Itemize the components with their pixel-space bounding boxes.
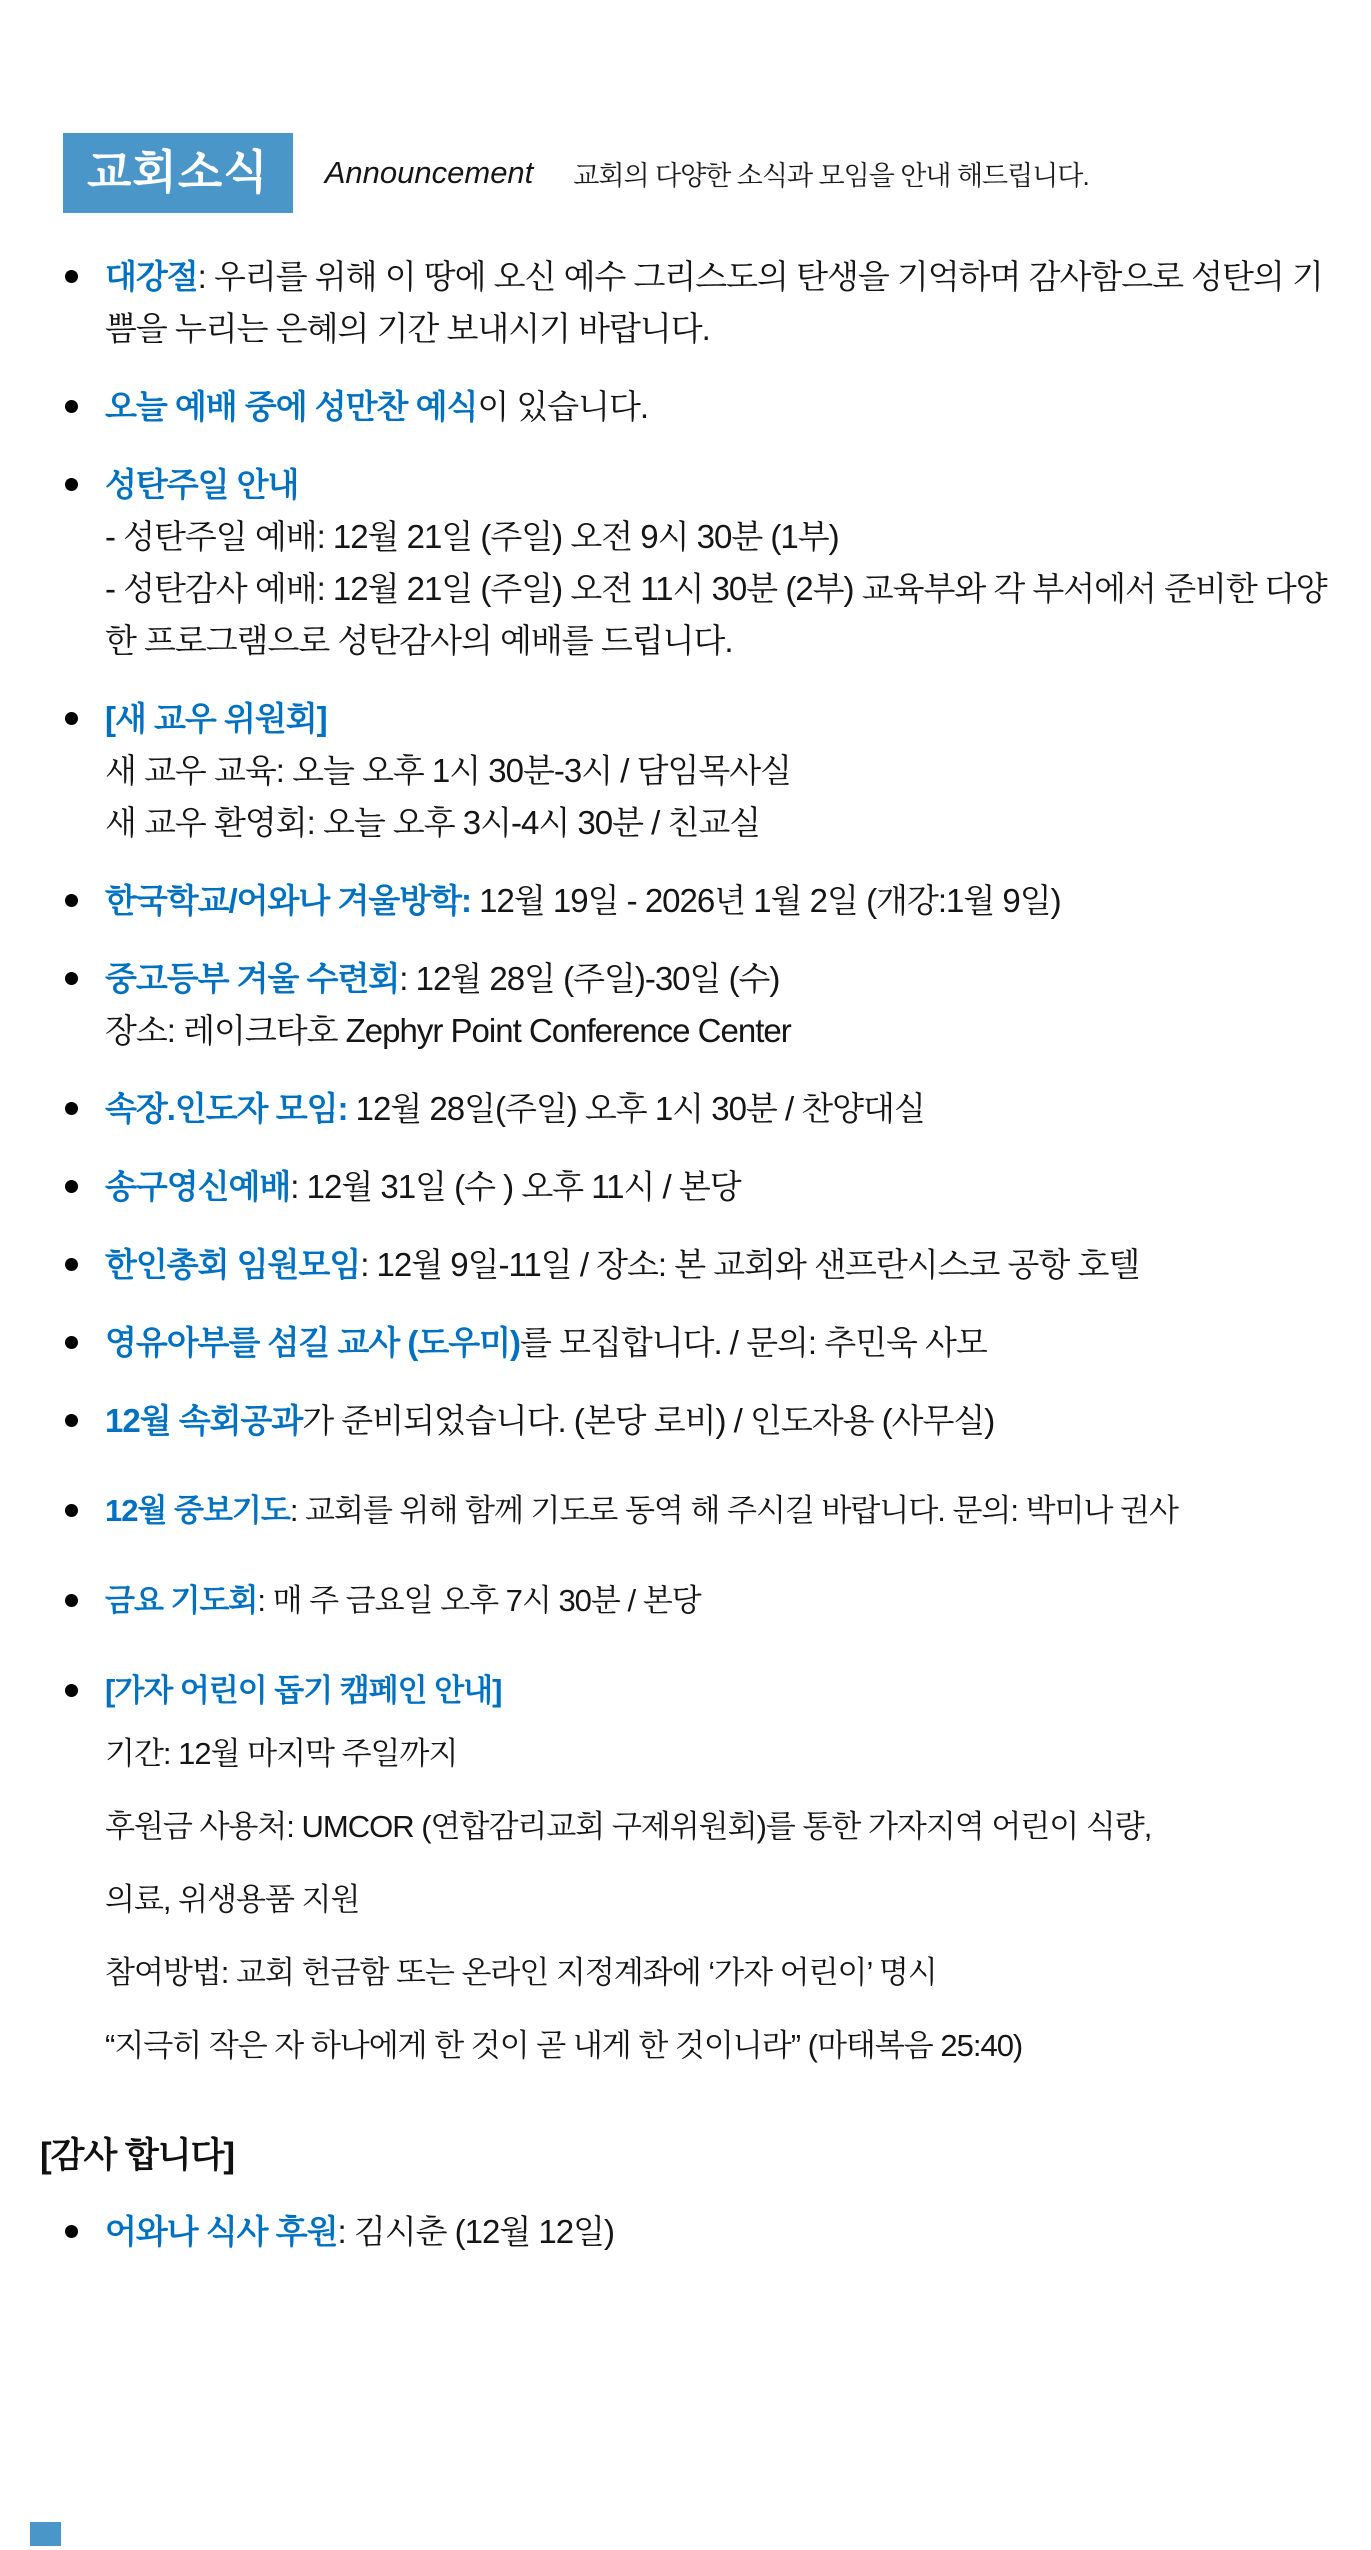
item-text: 이 있습니다.: [477, 388, 649, 425]
item-subline: 기간: 12월 마지막 주일까지: [105, 1736, 458, 1771]
item-subline: 장소: 레이크타호 Zephyr Point Conference Center: [105, 1012, 791, 1049]
announcement-item: [63, 251, 1346, 355]
bullet-icon: [65, 1102, 78, 1115]
announcement-item: [63, 1395, 1346, 1447]
item-text: 12월 28일(주일) 오후 1시 30분 / 찬양대실: [347, 1090, 925, 1127]
announcement-item: [63, 1485, 1346, 1537]
item-text: : 교회를 위해 함께 기도로 동역 해 주시길 바랍니다. 문의: 박미나 권사: [289, 1493, 1178, 1528]
bullet-icon: [65, 712, 78, 725]
bullet-icon: [65, 1180, 78, 1193]
announcement-item: [63, 875, 1346, 927]
announcement-list: [0, 213, 1371, 2082]
announcement-item: [63, 1083, 1346, 1135]
item-subline: “지극히 작은 자 하나에게 한 것이 곧 내게 한 것이니라” (마태복음 25:40): [105, 2028, 1023, 2063]
item-title: 속장.인도자 모임:: [105, 1090, 348, 1127]
item-text: : 12월 28일 (주일)-30일 (수): [399, 960, 780, 997]
item-title: 성탄주일 안내: [105, 466, 299, 503]
thanks-section-heading: [감사 합니다]: [40, 2136, 235, 2175]
announcement-item: [63, 381, 1346, 433]
item-title: 한인총회 임원모임: [105, 1246, 361, 1283]
item-text: : 12월 9일-11일 / 장소: 본 교회와 샌프란시스코 공항 호텔: [360, 1246, 1140, 1283]
section-subtitle-english: Announcement: [324, 155, 534, 190]
item-title: 12월 중보기도: [105, 1493, 290, 1528]
item-text: 를 모집합니다. / 문의: 추민욱 사모: [520, 1324, 987, 1361]
bullet-icon: [65, 270, 78, 283]
bullet-icon: [65, 2225, 78, 2238]
item-subline: 후원금 사용처: UMCOR (연합감리교회 구제위원회)를 통한 가자지역 어린이 식량,: [105, 1809, 1152, 1844]
bullet-icon: [65, 1684, 78, 1697]
announcement-item: [63, 2206, 1346, 2258]
announcement-item: [63, 459, 1346, 667]
announcement-item: [63, 693, 1346, 849]
item-title: 송구영신예배: [105, 1168, 291, 1205]
bullet-icon: [65, 478, 78, 491]
item-title: 한국학교/어와나 겨울방학:: [105, 882, 471, 919]
item-subline: 의료, 위생용품 지원: [105, 1882, 360, 1917]
bullet-icon: [65, 400, 78, 413]
announcement-item: [63, 1575, 1346, 1627]
item-title: 중고등부 겨울 수련회: [105, 960, 400, 997]
announcement-item: [63, 1665, 1346, 2082]
section-subtitle-korean: 교회의 다양한 소식과 모임을 안내 해드립니다.: [573, 160, 1089, 191]
bullet-icon: [65, 1594, 78, 1607]
announcement-item: [63, 1161, 1346, 1213]
item-title: [새 교우 위원회]: [105, 700, 327, 737]
page-header: [0, 0, 1371, 213]
bullet-icon: [65, 894, 78, 907]
item-text: : 김시춘 (12월 12일): [337, 2213, 614, 2250]
item-subline: - 성탄주일 예배: 12월 21일 (주일) 오전 9시 30분 (1부): [105, 518, 839, 555]
item-title: 영유아부를 섬길 교사 (도우미): [105, 1324, 521, 1361]
item-title: [가자 어린이 돕기 캠페인 안내]: [105, 1673, 502, 1708]
announcement-item: [63, 953, 1346, 1057]
bullet-icon: [65, 1504, 78, 1517]
bullet-icon: [65, 1336, 78, 1349]
item-text: : 매 주 금요일 오후 7시 30분 / 본당: [257, 1583, 701, 1618]
item-subline: 참여방법: 교회 헌금함 또는 온라인 지정계좌에 ‘가자 어린이’ 명시: [105, 1955, 937, 1990]
item-subline: 새 교우 교육: 오늘 오후 1시 30분-3시 / 담임목사실: [105, 752, 792, 789]
thanks-list: [0, 2206, 1371, 2258]
bullet-icon: [65, 972, 78, 985]
announcement-item: [63, 1239, 1346, 1291]
item-title: 오늘 예배 중에 성만찬 예식: [105, 388, 478, 425]
item-title: 어와나 식사 후원: [105, 2213, 338, 2250]
item-subline: 새 교우 환영회: 오늘 오후 3시-4시 30분 / 친교실: [105, 804, 761, 841]
item-title: 금요 기도회: [105, 1583, 258, 1618]
bullet-icon: [65, 1414, 78, 1427]
item-title: 12월 속회공과: [105, 1402, 303, 1439]
item-text: 가 준비되었습니다. (본당 로비) / 인도자용 (사무실): [302, 1402, 995, 1439]
item-subline: - 성탄감사 예배: 12월 21일 (주일) 오전 11시 30분 (2부) 교육부와 각 부서에서 준비한 다양한 프로그램으로 성탄감사의 예배를 드립니다.: [105, 570, 1327, 659]
item-text: : 12월 31일 (수 ) 오후 11시 / 본당: [290, 1168, 741, 1205]
bullet-icon: [65, 1258, 78, 1271]
next-section-corner-decoration: [30, 2522, 61, 2546]
item-title: 대강절: [105, 258, 198, 295]
announcement-item: [63, 1317, 1346, 1369]
item-text: 12월 19일 - 2026년 1월 2일 (개강:1월 9일): [470, 882, 1061, 919]
item-text: : 우리를 위해 이 땅에 오신 예수 그리스도의 탄생을 기억하며 감사함으로 성탄의 기쁨을 누리는 은혜의 기간 보내시기 바랍니다.: [105, 258, 1323, 347]
section-title-badge: 교회소식: [63, 133, 293, 213]
